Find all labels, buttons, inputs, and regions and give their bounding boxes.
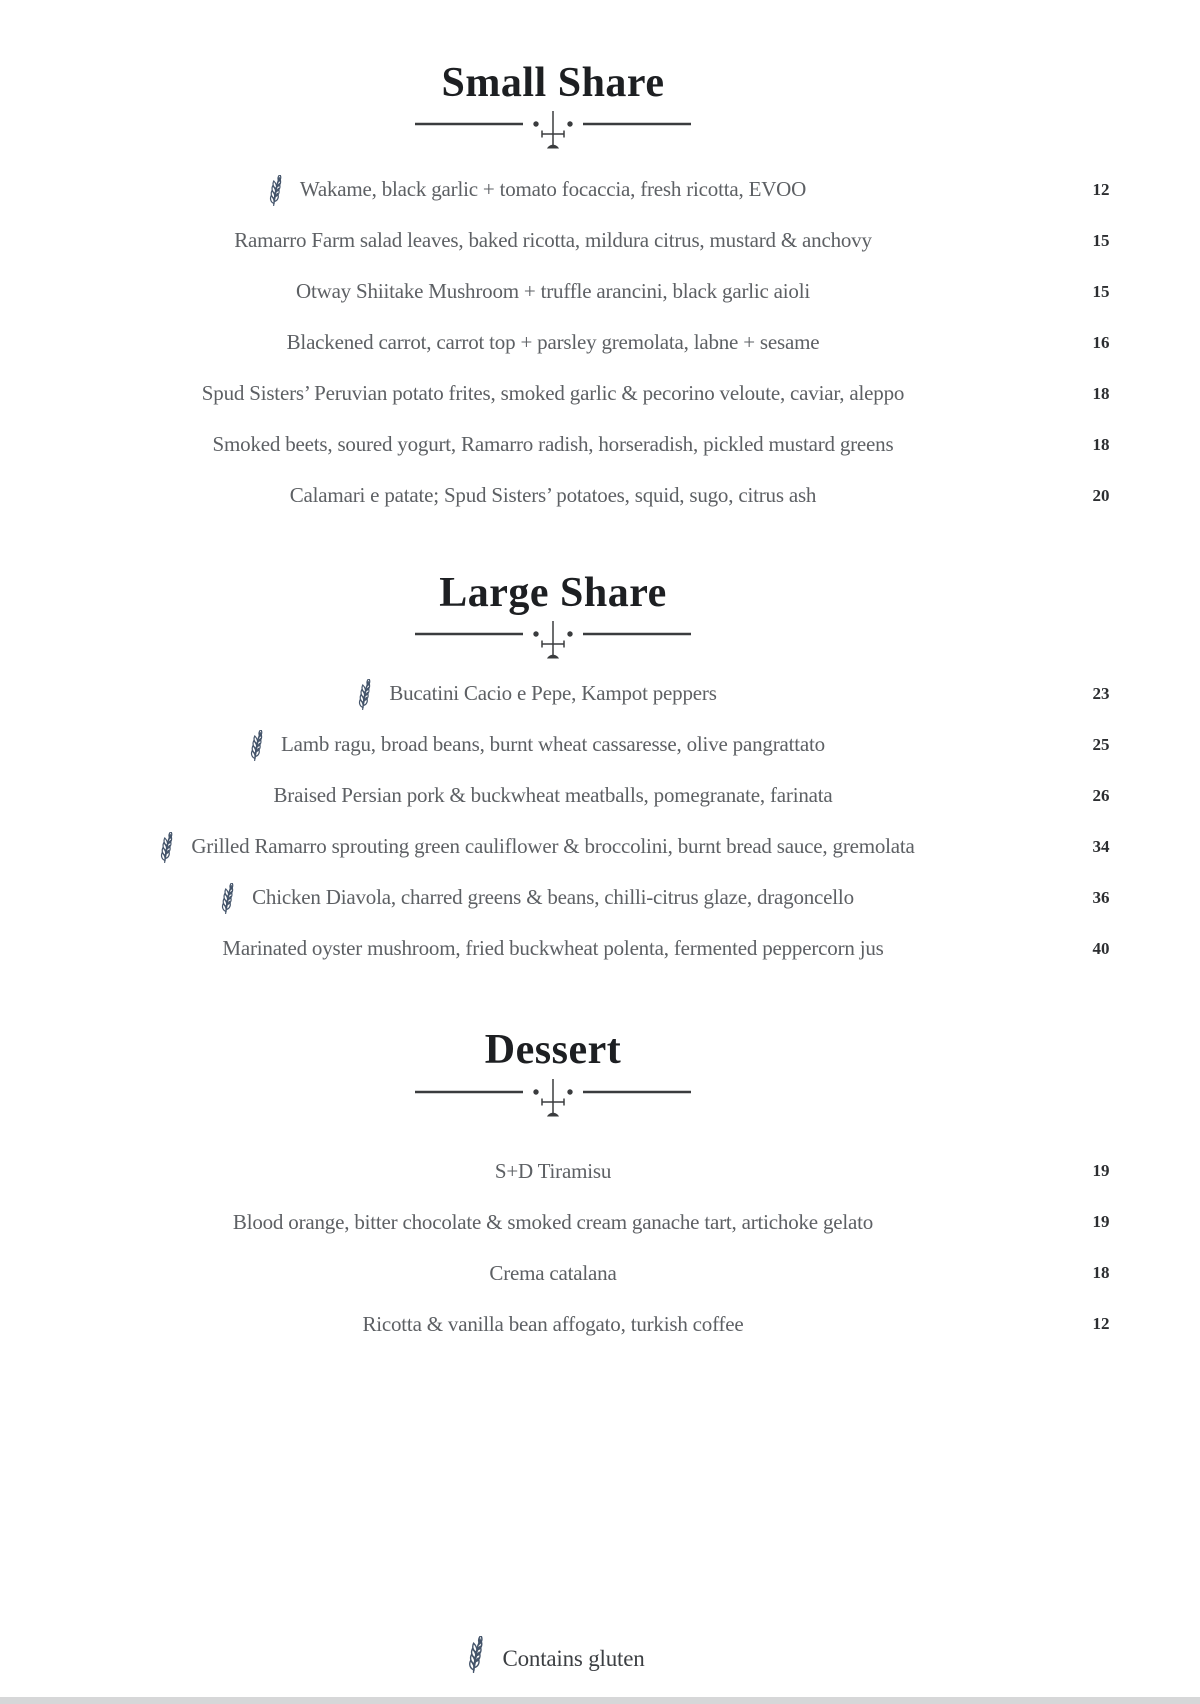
menu-item-price: 16 [1092,332,1110,352]
menu-item-text: Braised Persian pork & buckwheat meatballs, pomegranate, farinata [273,783,833,808]
menu-item-row [0,1197,1200,1248]
menu-item-text: Grilled Ramarro sprouting green cauliflower & broccolini, burnt bread sauce, gremolata [191,834,915,859]
menu-item [191,834,914,859]
dagger-divider-icon [413,108,693,150]
menu-item-price: 19 [1092,1212,1110,1232]
menu-item-row [0,821,1200,872]
wheat-gluten-icon [244,730,267,761]
menu-item [290,483,816,508]
small-share-items [0,164,1200,521]
section-divider [0,108,1106,150]
menu-item [213,432,894,457]
menu-item-price: 40 [1092,938,1110,958]
menu-item-text: Wakame, black garlic + tomato focaccia, fresh ricotta, EVOO [299,177,807,202]
menu-item-price: 19 [1092,1161,1110,1181]
menu-item [287,330,820,355]
menu-item [252,885,854,910]
menu-item [495,1159,611,1184]
menu-item-row [0,470,1200,521]
menu-item-row [0,164,1200,215]
menu-item-text: Blackened carrot, carrot top + parsley gremolata, labne + sesame [286,330,820,355]
menu-item-text: Calamari e patate; Spud Sisters’ potatoes, squid, sugo, citrus ash [289,483,817,508]
section-divider [0,1076,1106,1118]
menu-item-text: Lamb ragu, broad beans, burnt wheat cassaresse, olive pangrattato [281,732,825,757]
menu-item-text: Crema catalana [489,1260,617,1285]
menu-item [273,783,832,808]
menu-item-row [0,923,1200,974]
wheat-icon [461,1636,488,1673]
menu-item-text: Otway Shiitake Mushroom + truffle arancini, black garlic aioli [296,279,810,304]
menu-item [233,1210,873,1235]
menu-item [362,1312,743,1337]
menu-item-row [0,668,1200,719]
menu-item-row [0,770,1200,821]
section-divider [0,618,1106,660]
menu-item-row [0,317,1200,368]
menu-item-text: Ramarro Farm salad leaves, baked ricotta, mildura citrus, mustard & anchovy [234,228,872,253]
menu-item-row [0,368,1200,419]
menu-item-text: Smoked beets, soured yogurt, Ramarro radish, horseradish, pickled mustard greens [212,432,894,457]
gluten-legend [0,1636,1106,1673]
menu-item [296,279,810,304]
wheat-gluten-icon [263,175,286,206]
menu-item [389,681,716,706]
menu-item-text: Ricotta & vanilla bean affogato, turkish coffee [362,1311,744,1336]
wheat-gluten-icon [215,883,238,914]
menu-item-price: 15 [1092,281,1110,301]
menu-item-text: S+D Tiramisu [494,1158,612,1183]
menu-item-text: Bucatini Cacio e Pepe, Kampot peppers [389,681,717,706]
section-title-dessert: Dessert [484,1027,622,1074]
gluten-legend-text: Contains gluten [502,1645,645,1671]
section-title-large-share: Large Share [439,570,667,617]
menu-item-row [0,419,1200,470]
dagger-divider-icon [413,618,693,660]
menu-item-price: 12 [1092,1314,1110,1334]
large-share-items [0,668,1200,974]
menu-item [234,228,872,253]
menu-item-price: 26 [1092,785,1110,805]
menu-item [489,1261,616,1286]
menu-item [300,177,806,202]
dagger-divider-icon [413,1076,693,1118]
menu-item-price: 15 [1092,230,1110,250]
dessert-items [0,1146,1200,1350]
menu-item-text: Blood orange, bitter chocolate & smoked cream ganache tart, artichoke gelato [232,1209,874,1234]
menu-item-row [0,872,1200,923]
menu-item-text: Spud Sisters’ Peruvian potato frites, smoked garlic & pecorino veloute, caviar, aleppo [201,381,905,406]
section-dessert [0,1027,1200,1349]
menu-item-price: 18 [1092,1263,1110,1283]
menu-item-price: 34 [1092,836,1110,856]
menu-item-price: 25 [1092,734,1110,754]
menu-item-row [0,215,1200,266]
menu-item-price: 12 [1092,179,1110,199]
menu-item-text: Marinated oyster mushroom, fried buckwheat polenta, fermented peppercorn jus [222,936,884,961]
menu-item-row [0,1248,1200,1299]
menu-item-price: 18 [1092,434,1110,454]
page-bottom-edge [0,1697,1200,1704]
menu-item [202,381,904,406]
menu-item-price: 18 [1092,383,1110,403]
wheat-gluten-icon [154,832,177,863]
menu-item-price: 23 [1092,683,1110,703]
wheat-gluten-icon [352,679,375,710]
menu-item-row [0,719,1200,770]
menu-item-text: Chicken Diavola, charred greens & beans, chilli-citrus glaze, dragoncello [252,885,854,910]
menu-item-price: 36 [1092,887,1110,907]
menu-item [222,936,883,961]
menu-item-row [0,1299,1200,1350]
section-small-share [0,60,1200,521]
menu-item [281,732,825,757]
section-large-share [0,570,1200,974]
menu-item-price: 20 [1092,485,1110,505]
menu-item-row [0,266,1200,317]
menu-item-row [0,1146,1200,1197]
section-title-small-share: Small Share [441,60,665,106]
